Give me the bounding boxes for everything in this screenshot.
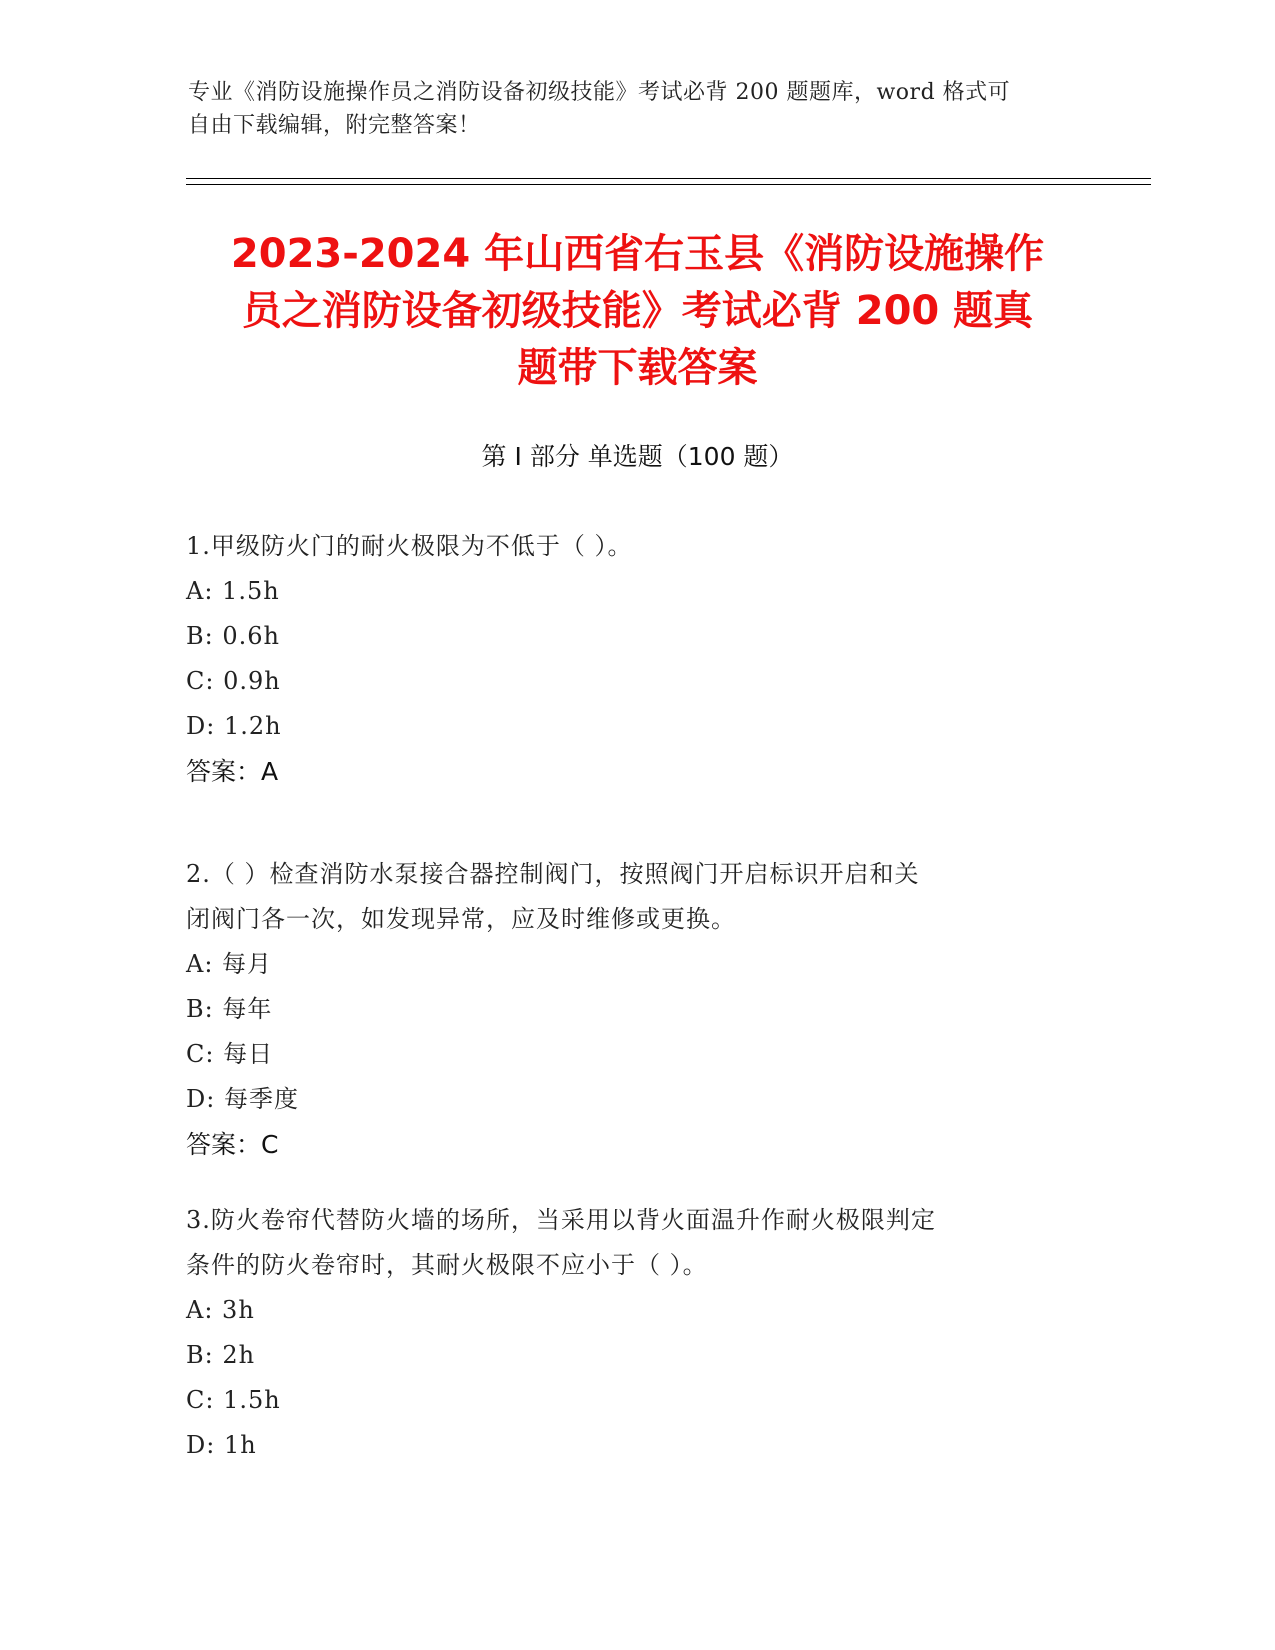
option-a: A: 3h	[186, 1296, 255, 1324]
option-c: C: 每日	[186, 1040, 274, 1068]
header-rule-bottom	[186, 184, 1151, 185]
question-stem-line: 1.甲级防火门的耐火极限为不低于（ ）。	[186, 532, 633, 560]
option-a: A: 每月	[186, 950, 273, 978]
document-title-line-1: 2023-2024 年山西省右玉县《消防设施操作	[230, 231, 1045, 277]
section-heading: 第 I 部分 单选题（100 题）	[481, 442, 794, 471]
header-note	[188, 76, 1088, 142]
header-rule-top	[186, 178, 1151, 179]
option-b: B: 2h	[186, 1341, 256, 1369]
question-stem-line: 2.（ ）检查消防水泵接合器控制阀门，按照阀门开启标识开启和关	[186, 860, 920, 888]
question-stem	[186, 852, 1086, 942]
question-3	[186, 1198, 1086, 1468]
option-b: B: 0.6h	[186, 622, 280, 650]
question-2	[186, 852, 1086, 1167]
option-b: B: 每年	[186, 995, 273, 1023]
option-a: A: 1.5h	[186, 577, 280, 605]
option-d: D: 1h	[186, 1431, 257, 1459]
header-note-line-2: 自由下载编辑，附完整答案！	[188, 113, 481, 138]
question-stem-line: 3.防火卷帘代替防火墙的场所，当采用以背火面温升作耐火极限判定	[186, 1206, 936, 1234]
option-c: C: 1.5h	[186, 1386, 281, 1414]
document-title	[150, 226, 1125, 397]
document-title-line-3: 题带下载答案	[517, 345, 758, 391]
question-stem	[186, 524, 1086, 569]
question-stem-line: 条件的防火卷帘时，其耐火极限不应小于（ ）。	[186, 1251, 708, 1279]
option-c: C: 0.9h	[186, 667, 281, 695]
question-stem	[186, 1198, 1086, 1288]
question-1	[186, 524, 1086, 794]
answer: 答案：C	[186, 1130, 279, 1159]
document-title-line-2: 员之消防设备初级技能》考试必背 200 题真	[241, 288, 1034, 334]
header-note-line-1: 专业《消防设施操作员之消防设备初级技能》考试必背 200 题题库，word 格式可	[188, 80, 1011, 105]
question-stem-line: 闭阀门各一次，如发现异常，应及时维修或更换。	[186, 905, 736, 933]
option-d: D: 每季度	[186, 1085, 299, 1113]
answer: 答案：A	[186, 757, 279, 786]
option-d: D: 1.2h	[186, 712, 282, 740]
